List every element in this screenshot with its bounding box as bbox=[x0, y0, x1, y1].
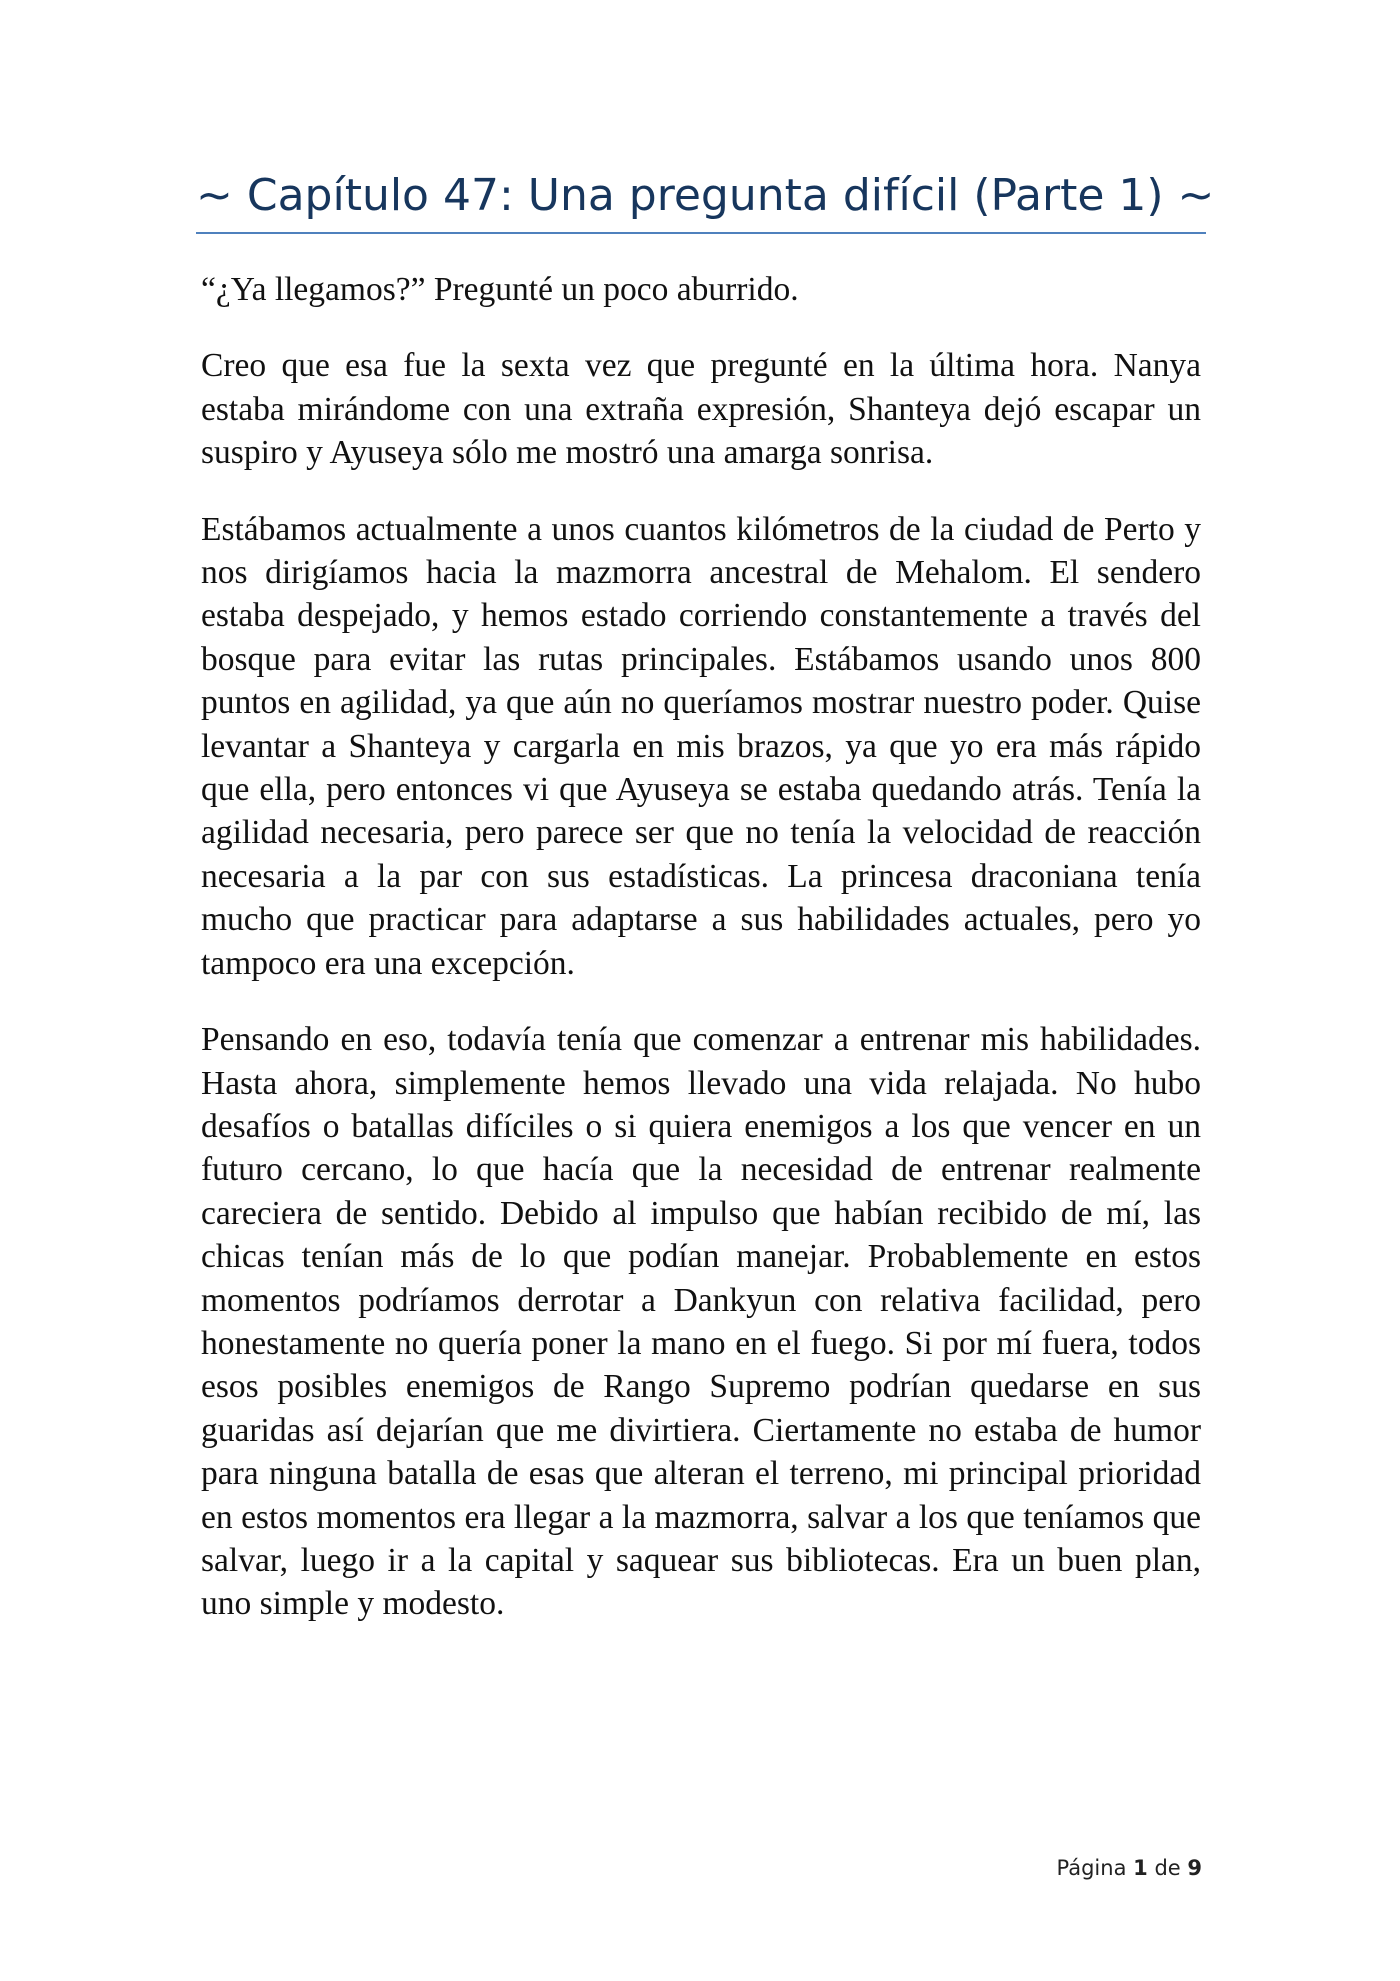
paragraph: “¿Ya llegamos?” Pregunté un poco aburrido. bbox=[201, 271, 799, 308]
chapter-heading bbox=[196, 168, 1215, 234]
page-current: 1 bbox=[1133, 1856, 1148, 1880]
page-label: Página bbox=[1056, 1856, 1127, 1880]
paragraph: Estábamos actualmente a unos cuantos kilómetros de la ciudad de Perto y nos dirigíamos hacia la mazmorra ancestral de Mehalom. El sendero estaba despejado, y hemos estado corriendo constantemente a través del bosque para evitar las rutas principales. Estábamos usando unos 800 puntos en agilidad, ya que aún no queríamos mostrar nuestro poder. Quise levantar a Shanteya y cargarla en mis brazos, ya que yo era más rápido que ella, pero entonces vi que Ayuseya se estaba quedando atrás. Tenía la agilidad necesaria, pero parece ser que no tenía la velocidad de reacción necesaria a la par con sus estadísticas. La princesa draconiana tenía mucho que practicar para adaptarse a sus habilidades actuales, pero yo tampoco era una excepción. bbox=[201, 510, 1201, 982]
page-total: 9 bbox=[1187, 1856, 1202, 1880]
paragraph: Creo que esa fue la sexta vez que pregunté en la última hora. Nanya estaba mirándome con una extraña expresión, Shanteya dejó escapar un suspiro y Ayuseya sólo me mostró una amarga sonrisa. bbox=[201, 347, 1201, 472]
chapter-title: ~ Capítulo 47: Una pregunta difícil (Parte 1) ~ bbox=[196, 170, 1215, 221]
body-text bbox=[201, 268, 1201, 1659]
paragraph: Pensando en eso, todavía tenía que comenzar a entrenar mis habilidades. Hasta ahora, simplemente hemos llevado una vida relajada. No hubo desafíos o batallas difíciles o si quiera enemigos a los que vencer en un futuro cercano, lo que hacía que la necesidad de entrenar realmente careciera de sentido. Debido al impulso que habían recibido de mí, las chicas tenían más de lo que podían manejar. Probablemente en estos momentos podríamos derrotar a Dankyun con relativa facilidad, pero honestamente no quería poner la mano en el fuego. Si por mí fuera, todos esos posibles enemigos de Rango Supremo podrían quedarse en sus guaridas así dejarían que me divirtiera. Ciertamente no estaba de humor para ninguna batalla de esas que alteran el terreno, mi principal prioridad en estos momentos era llegar a la mazmorra, salvar a los que teníamos que salvar, luego ir a la capital y saquear sus bibliotecas. Era un buen plan, uno simple y modesto. bbox=[201, 1021, 1201, 1623]
page-number-footer bbox=[1057, 1856, 1203, 1880]
page-of-label: de bbox=[1154, 1856, 1181, 1880]
